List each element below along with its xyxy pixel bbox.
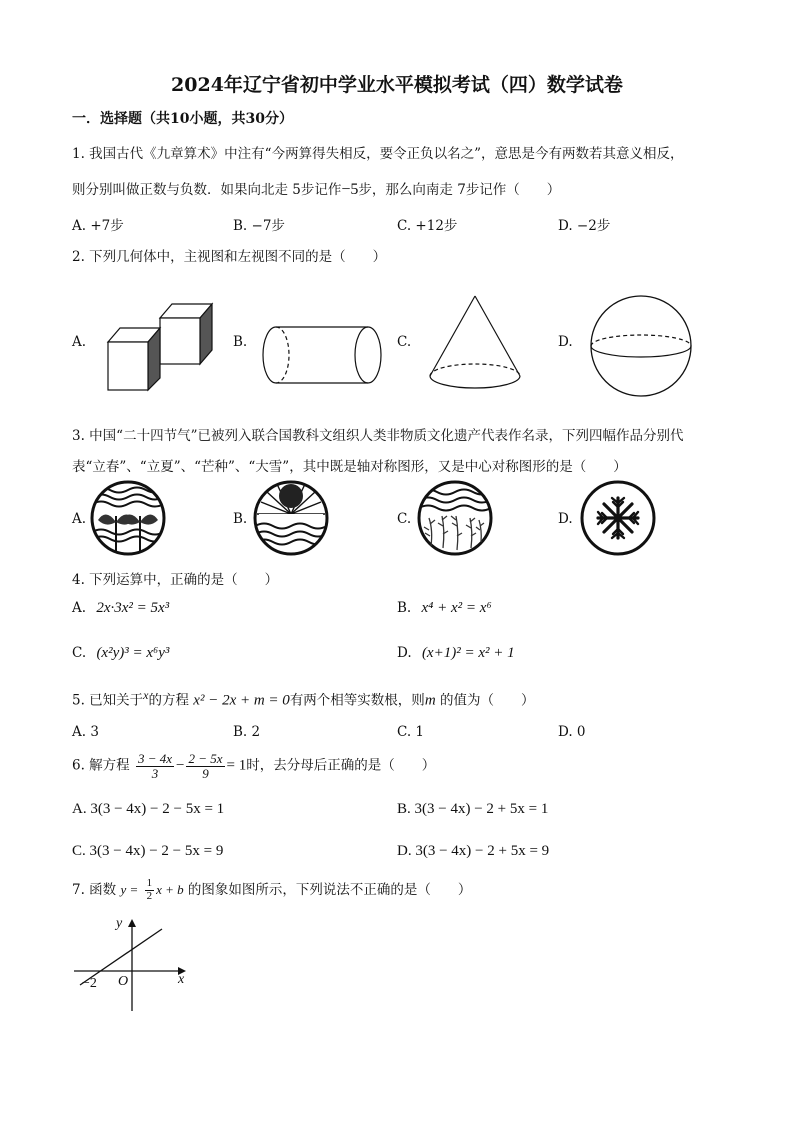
q1-line2m: −5 xyxy=(341,181,359,198)
q1-line1: 1. 我国古代《九章算术》中注有“今两算得失相反，要令正负以名之”，意思是今有两数若其意义相反， xyxy=(72,146,684,162)
q4-label-a: A. xyxy=(72,600,87,616)
q3-label-d[interactable]: D. xyxy=(558,511,573,527)
lichun-sprout-icon xyxy=(90,480,166,556)
daxue-snowflake-icon xyxy=(580,480,656,556)
q7-graph-intercept: −2 xyxy=(82,976,97,991)
q5-c: 的方程 xyxy=(148,692,189,709)
q3-line2: 表“立春”、“立夏”、“芒种”、“大雪”，其中既是轴对称图形，又是中心对称图形的是（ ） xyxy=(72,459,627,475)
q4-text: 4. 下列运算中，正确的是（ ） xyxy=(72,572,279,588)
q4-expr-d: (x+1)² = x² + 1 xyxy=(421,645,515,661)
q6-den2: 9 xyxy=(202,765,209,781)
q5-option-a[interactable]: A. 3 xyxy=(72,724,99,740)
q5-e: m xyxy=(424,692,436,709)
q6-den1: 3 xyxy=(151,765,159,781)
q7-rest: x + b xyxy=(156,882,184,897)
q5-text xyxy=(72,688,534,710)
q2-label-a[interactable]: A. xyxy=(72,334,87,350)
q2-text: 2. 下列几何体中，主视图和左视图不同的是（ ） xyxy=(72,249,387,265)
q7-graph-y-label: y xyxy=(116,916,123,931)
q6-text: 6. 解方程 $\frac{3 - 4x}{3}$ − $\frac{2 - 5x}{9}$ = 1时，去分母后正确的是（ ） xyxy=(72,751,436,781)
q6-num1: 3 − 4x xyxy=(137,751,173,766)
q7-graph-origin: O xyxy=(118,974,129,989)
q3-line1: 3. 中国“二十四节气”已被列入联合国教科文组织人类非物质文化遗产代表作名录，下列四幅作品分别代 xyxy=(72,428,684,444)
q5-d: 有两个相等实数根，则 xyxy=(289,692,425,709)
q7-b: 的图象如图所示，下列说法不正确的是（ ） xyxy=(187,882,472,898)
mangzhong-grain-icon xyxy=(417,480,493,556)
q2-label-b[interactable]: B. xyxy=(233,334,248,350)
q2-label-d[interactable]: D. xyxy=(558,334,573,350)
q4-label-c: C. xyxy=(72,645,87,661)
q5-option-c[interactable]: C. 1 xyxy=(397,724,425,740)
q4-option-d[interactable] xyxy=(397,645,515,662)
q1-line2b: 步，那么向南走 7步记作（ ） xyxy=(358,182,561,198)
page-title: 2024年辽宁省初中学业水平模拟考试（四）数学试卷 xyxy=(171,74,623,96)
q4-option-a[interactable] xyxy=(72,600,169,617)
q5-option-b[interactable]: B. 2 xyxy=(233,724,261,740)
q3-label-a[interactable]: A. xyxy=(72,511,87,527)
q4-label-b: B. xyxy=(397,600,412,616)
q7-text xyxy=(72,878,471,903)
q6-option-c[interactable]: C. 3(3 − 4x) − 2 − 5x = 9 xyxy=(72,843,224,859)
q7-graph xyxy=(72,915,202,1015)
q6-rhs: = 1 xyxy=(226,757,247,774)
q2-cylinder-figure xyxy=(258,322,388,388)
q1-option-d[interactable]: D. −2步 xyxy=(558,218,611,234)
q6-fraction-2 xyxy=(186,752,224,780)
q5-option-d[interactable]: D. 0 xyxy=(558,724,586,740)
q4-label-d: D. xyxy=(397,645,412,661)
q1-option-c[interactable]: C. +12步 xyxy=(397,218,458,234)
q1-option-a[interactable]: A. +7步 xyxy=(72,218,124,234)
q6-option-a[interactable]: A. 3(3 − 4x) − 2 − 5x = 1 xyxy=(72,801,225,817)
q7-fnum: 1 xyxy=(146,877,153,890)
q7-a: 7. 函数 xyxy=(72,882,117,898)
q5-f: 的值为（ ） xyxy=(439,692,535,709)
q6-fraction-1 xyxy=(136,752,174,780)
q7-y: y = xyxy=(120,882,139,897)
q6-num2: 2 − 5x xyxy=(188,751,223,766)
q4-expr-b: x⁴ + x² = x⁶ xyxy=(421,600,492,616)
section-heading: 一．选择题（共10小题，共30分） xyxy=(72,111,293,127)
q7-graph-x-label: x xyxy=(178,972,185,987)
q7-fraction xyxy=(145,878,155,902)
q5-b: x xyxy=(143,688,149,702)
q4-option-c[interactable] xyxy=(72,645,169,662)
q1-line2 xyxy=(72,178,560,199)
q1-option-b[interactable]: B. −7步 xyxy=(233,218,285,234)
q2-cubes-figure xyxy=(100,298,220,398)
q4-option-b[interactable] xyxy=(397,600,492,617)
q2-sphere-figure xyxy=(588,293,694,399)
q1-line2a: 则分别叫做正数与负数．如果向北走 5步记作 xyxy=(72,182,342,198)
q5-a: 5. 已知关于 xyxy=(72,692,144,709)
q6-option-d[interactable]: D. 3(3 − 4x) − 2 + 5x = 9 xyxy=(397,843,550,859)
q4-expr-c: (x²y)³ = x⁶y³ xyxy=(96,645,170,661)
q7-fden: 2 xyxy=(146,890,153,902)
q2-cone-figure xyxy=(425,294,525,394)
lixia-sun-icon xyxy=(253,480,329,556)
q6-b: 时，去分母后正确的是（ ） xyxy=(246,757,436,774)
q6-a: 6. 解方程 xyxy=(72,757,130,774)
q3-label-b[interactable]: B. xyxy=(233,511,248,527)
q2-label-c[interactable]: C. xyxy=(397,334,412,350)
q3-label-c[interactable]: C. xyxy=(397,511,412,527)
q4-expr-a: 2x·3x² = 5x³ xyxy=(96,600,170,616)
q5-equation: x² − 2x + m = 0 xyxy=(193,692,290,709)
q6-option-b[interactable]: B. 3(3 − 4x) − 2 + 5x = 1 xyxy=(397,801,549,817)
